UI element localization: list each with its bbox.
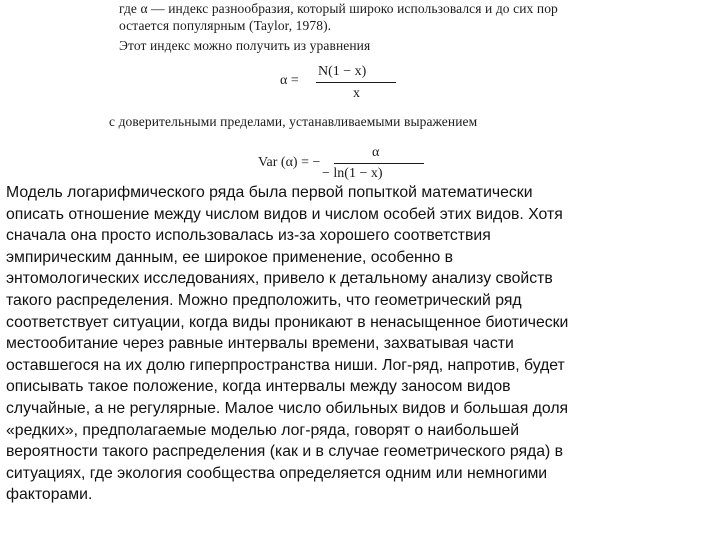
paragraph-line: энтомологических исследованиях, привело к детальному анализу свойств — [6, 270, 553, 288]
paragraph-line: Модель логарифмического ряда была первой попыткой математически — [6, 184, 533, 201]
formula-variance-denominator: − ln(1 − x) — [322, 166, 383, 181]
paragraph-line: оставшегося на их долю гиперпространства ниши. Лог-ряд, напротив, будет — [6, 356, 565, 374]
scan-text-line: остается популярным (Taylor, 1978). — [119, 18, 332, 33]
paragraph-line: ситуациях, где экология сообщества определяется одним или немногими — [6, 464, 548, 482]
paragraph-line: вероятности такого распределения (как и в случае геометрического ряда) в — [6, 443, 564, 461]
fraction-bar — [334, 163, 424, 164]
paragraph-line: случайные, а не регулярные. Малое число обильных видов и большая доля — [6, 399, 569, 417]
paragraph-line: сначала она просто использовалась из-за хорошего соответствия — [6, 227, 491, 245]
scan-text-line: с доверительными пределами, устанавливаемыми выражением — [109, 114, 478, 129]
paragraph-line: описать отношение между числом видов и числом особей этих видов. Хотя — [6, 205, 563, 223]
paragraph-line: такого распределения. Можно предположить, что геометрический ряд — [6, 291, 522, 309]
formula-variance-lhs: Var (α) = − — [258, 155, 321, 170]
paragraph-line: факторами. — [6, 486, 93, 504]
formula-alpha-denominator: x — [353, 86, 360, 101]
paragraph-line: местообитание через равные интервалы времени, захватывая части — [6, 335, 514, 353]
body-paragraph — [6, 182, 718, 506]
scan-text-line: Этот индекс можно получить из уравнения — [119, 38, 371, 53]
paragraph-line: соответствует ситуации, когда виды проникают в ненасыщенное биотически — [6, 313, 569, 331]
fraction-bar — [316, 82, 396, 83]
scan-text-line: где α — индекс разнообразия, который широко использовался и до сих пор — [119, 1, 558, 16]
formula-alpha-numerator: N(1 − x) — [318, 64, 367, 79]
formula-alpha-lhs: α = — [280, 73, 299, 88]
paragraph-line: эмпирическим данным, ее широкое применение, особенно в — [6, 248, 454, 266]
paragraph-line: «редких», предполагаемые моделью лог-ряда, говорят о наибольшей — [6, 421, 520, 439]
formula-variance-numerator: α — [372, 145, 380, 160]
paragraph-line: описывать такое положение, когда интервалы между заносом видов — [6, 378, 511, 396]
